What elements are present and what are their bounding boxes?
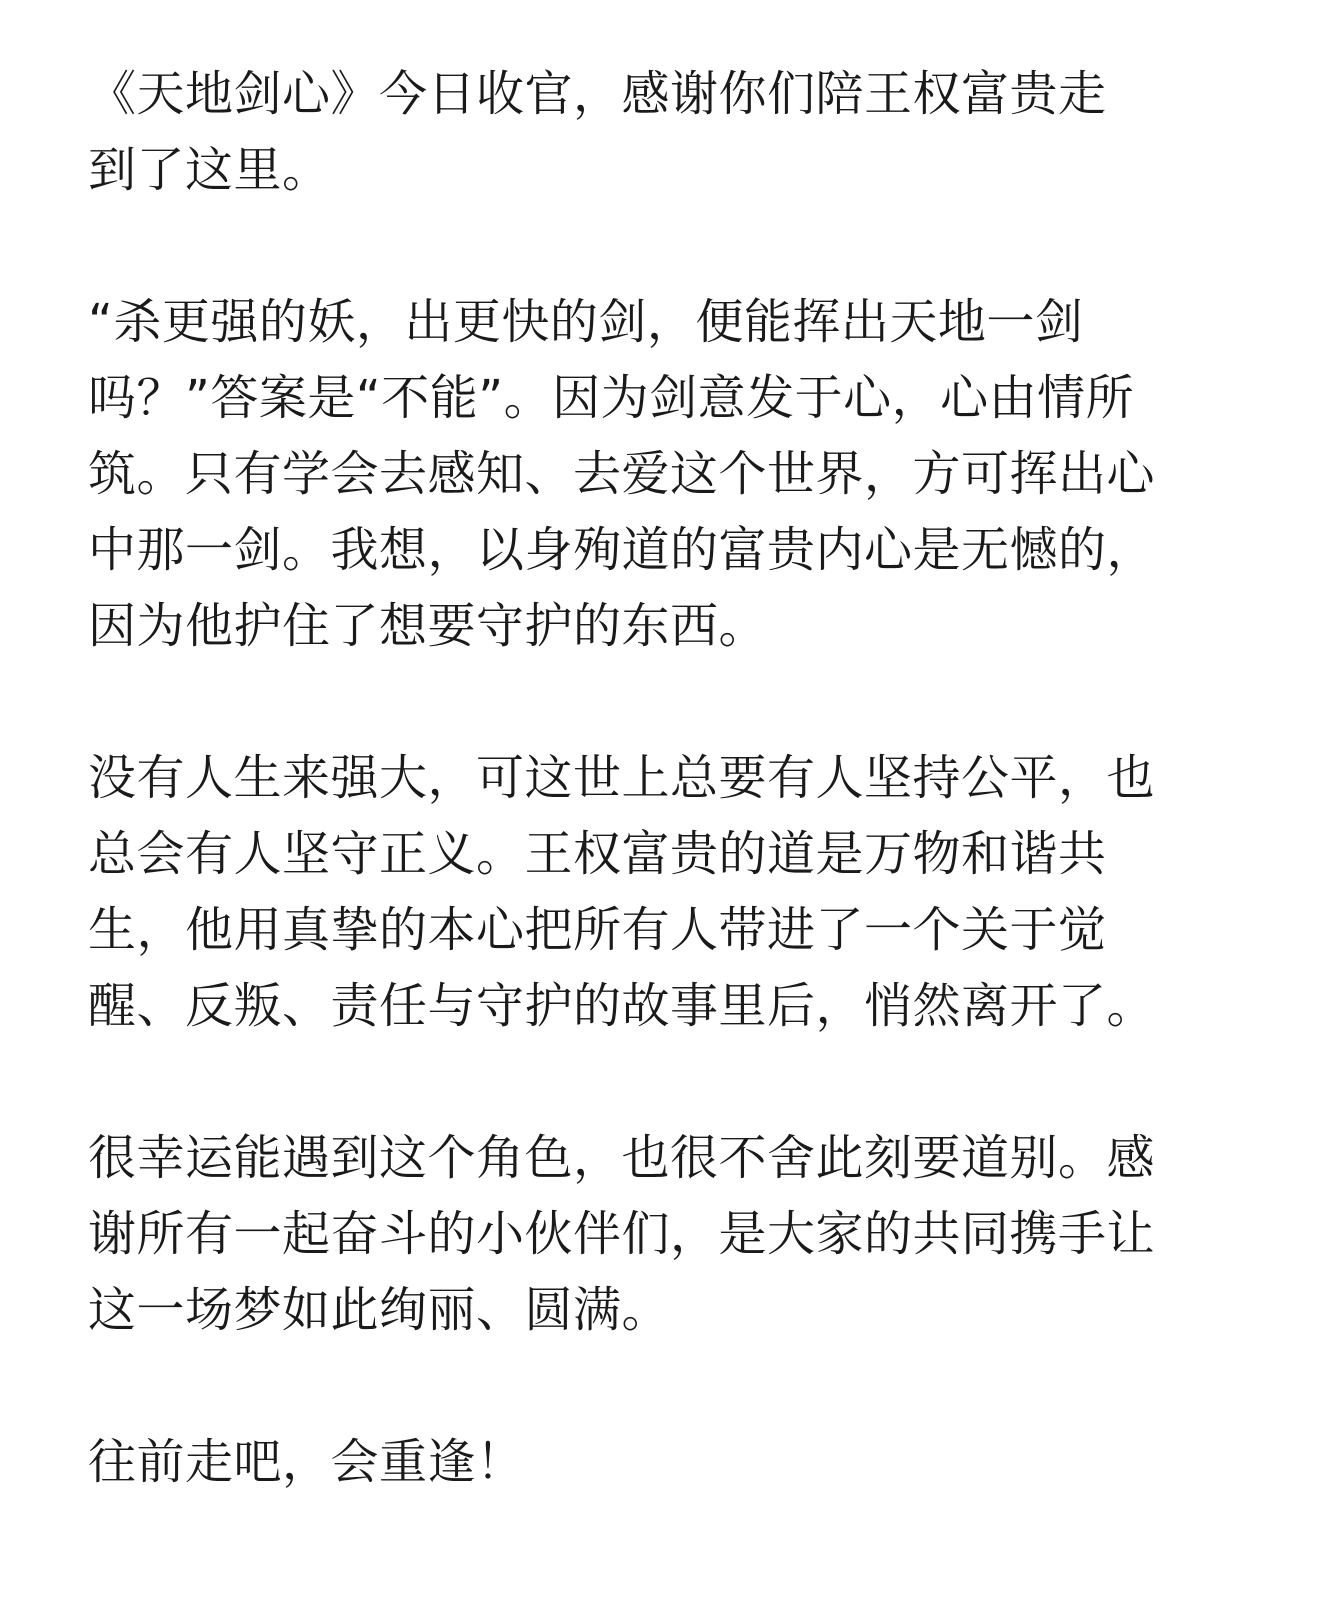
paragraph-1 <box>88 56 1208 208</box>
paragraph-4 <box>88 1120 1208 1348</box>
text-line: 谢所有一起奋斗的小伙伴们，是大家的共同携手让 <box>88 1206 1156 1262</box>
text-line: 往前走吧，会重逢！ <box>88 1434 525 1490</box>
text-line: 很幸运能遇到这个角色，也很不舍此刻要道别。感 <box>88 1130 1156 1186</box>
text-line: 醒、反叛、责任与守护的故事里后，悄然离开了。 <box>88 978 1156 1034</box>
paragraph-3 <box>88 740 1208 1044</box>
text-line: 因为他护住了想要守护的东西。 <box>88 598 768 654</box>
text-line: 生，他用真挚的本心把所有人带进了一个关于觉 <box>88 902 1107 958</box>
text-line: 没有人生来强大，可这世上总要有人坚持公平，也 <box>88 750 1156 806</box>
text-line: 吗？”答案是“不能”。因为剑意发于心，心由情所 <box>88 370 1135 426</box>
text-line: 筑。只有学会去感知、去爱这个世界，方可挥出心 <box>88 446 1156 502</box>
paragraph-2 <box>88 284 1208 664</box>
post-body <box>88 56 1208 1500</box>
text-line: 这一场梦如此绚丽、圆满。 <box>88 1282 671 1338</box>
text-line: 总会有人坚守正义。王权富贵的道是万物和谐共 <box>88 826 1107 882</box>
text-line: 中那一剑。我想，以身殉道的富贵内心是无憾的， <box>88 522 1156 578</box>
text-line: 《天地剑心》今日收官，感谢你们陪王权富贵走 <box>88 66 1107 122</box>
text-line: 到了这里。 <box>88 142 331 198</box>
text-line: “杀更强的妖，出更快的剑，便能挥出天地一剑 <box>88 294 1084 350</box>
paragraph-5 <box>88 1424 1208 1500</box>
